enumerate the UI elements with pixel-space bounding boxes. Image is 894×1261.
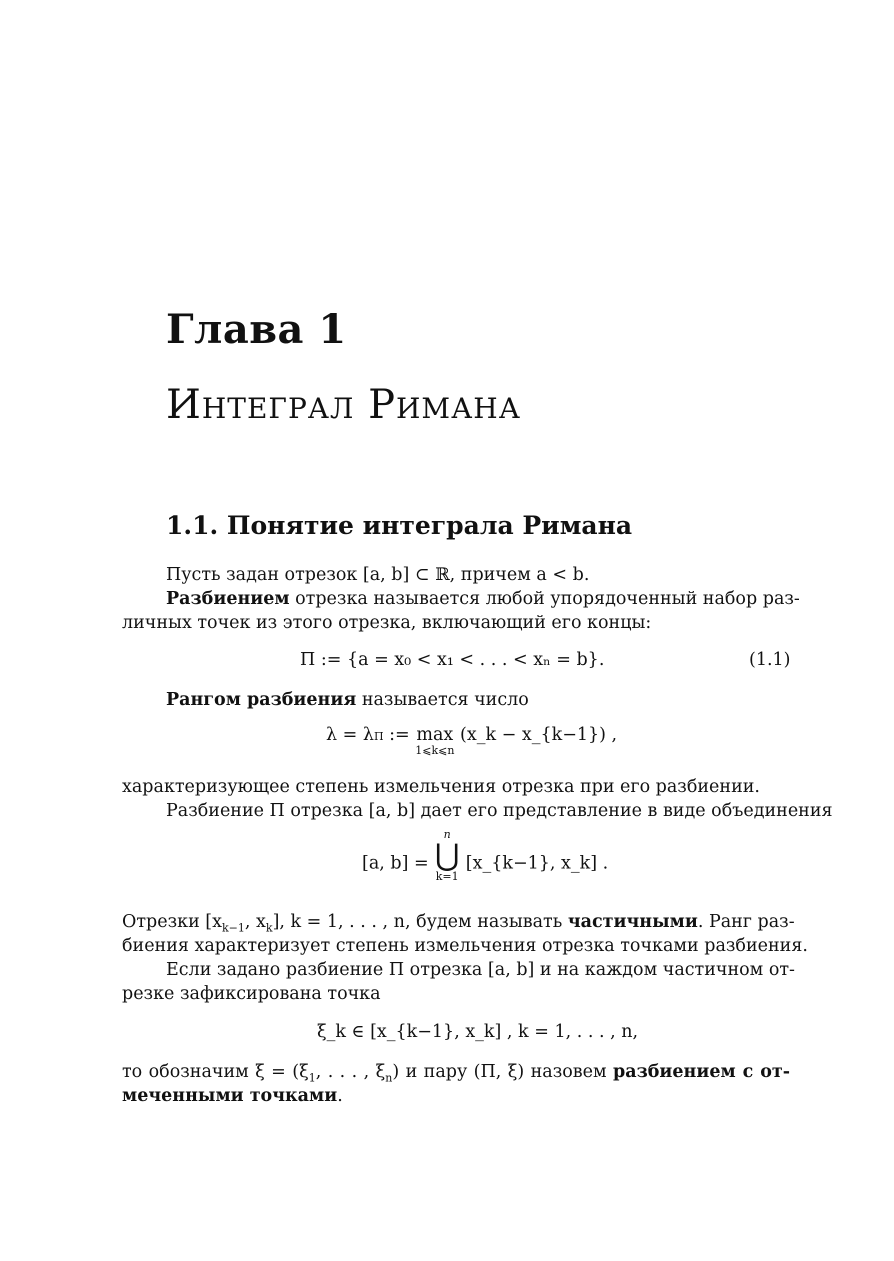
eq-union-top: n xyxy=(443,828,451,841)
equation-number: (1.1) xyxy=(749,650,791,670)
equation-union xyxy=(362,828,609,903)
text-span: Отрезки [x xyxy=(122,912,222,932)
eq-sub: Π xyxy=(373,730,384,743)
paragraph-line: резке зафиксирована точка xyxy=(122,984,381,1004)
paragraph-line: характеризующее степень измельчения отрезка при его разбиении. xyxy=(122,777,760,797)
eq-part: (x_k − x_{k−1}) , xyxy=(454,725,618,745)
eq-part: := xyxy=(383,725,416,745)
text-span: ) и пару (Π, ξ) назовем xyxy=(392,1062,614,1082)
eq-max-operator xyxy=(415,725,454,757)
paragraph-line: то обозначим $\xi = (\xi_1$, . . . , $\xi_n$) и пару (Π, ξ) назовем разбиением с от- xyxy=(122,1062,790,1085)
term-bold: меченными точками xyxy=(122,1086,338,1106)
section-title: 1.1. Понятие интеграла Римана xyxy=(166,511,633,540)
paragraph-line xyxy=(122,1084,343,1108)
sub-1: 1 xyxy=(308,1071,316,1085)
sub-n: n xyxy=(385,1071,393,1085)
text-span: . xyxy=(337,1086,343,1106)
term-bold: разбиением с от- xyxy=(613,1062,790,1082)
term-bold: Разбиением xyxy=(166,589,290,609)
eq-union-bottom: k=1 xyxy=(435,870,459,883)
sub-k: k xyxy=(265,921,273,935)
text-span: то обозначим ξ = (ξ xyxy=(122,1062,309,1082)
eq-part: λ = λ xyxy=(326,725,374,745)
eq-part: [x_{k−1}, x_k] . xyxy=(460,853,609,874)
sub-k-1: k−1 xyxy=(222,921,245,935)
text-span: . Ранг раз- xyxy=(697,912,795,932)
paragraph-line xyxy=(166,587,800,611)
paragraph-line: Если задано разбиение Π отрезка [a, b] и на каждом частичном от- xyxy=(166,960,795,980)
equation-partition: Π := {a = x₀ < x₁ < . . . < xₙ = b}. xyxy=(300,650,605,670)
eq-part: [a, b] = xyxy=(362,853,435,874)
paragraph-line: Отрезки [$x_{k-1}$, $x_k$], k = 1, . . . , n, будем называть частичными. Ранг раз- xyxy=(122,912,795,935)
text-span: отрезка называется любой упорядоченный набор раз- xyxy=(289,589,800,609)
eq-union-symbol: ⋃ xyxy=(434,838,460,873)
eq-union-operator xyxy=(434,829,460,883)
paragraph-line xyxy=(166,688,529,712)
equation-tag-points: ξ_k ∈ [x_{k−1}, x_k] , k = 1, . . . , n, xyxy=(317,1022,639,1042)
equation-rank xyxy=(326,725,617,757)
text-span: ], k = 1, . . . , n, будем называть xyxy=(272,912,568,932)
paragraph-line: биения характеризует степень измельчения отрезка точками разбиения. xyxy=(122,936,808,956)
chapter-number: Глава 1 xyxy=(166,306,347,353)
paragraph-line: личных точек из этого отрезка, включающий его концы: xyxy=(122,613,652,633)
term-bold: частичными xyxy=(567,912,698,932)
text-span: называется число xyxy=(356,690,529,710)
paragraph-line: Пусть задан отрезок [a, b] ⊂ ℝ, причем a < b. xyxy=(166,565,590,585)
paragraph-line: Разбиение Π отрезка [a, b] дает его представление в виде объединения xyxy=(166,801,833,821)
term-bold: Рангом разбиения xyxy=(166,690,357,710)
eq-max-under: 1⩽k⩽n xyxy=(415,744,455,757)
chapter-title: Интеграл Римана xyxy=(166,382,521,428)
eq-max: max xyxy=(416,725,454,745)
